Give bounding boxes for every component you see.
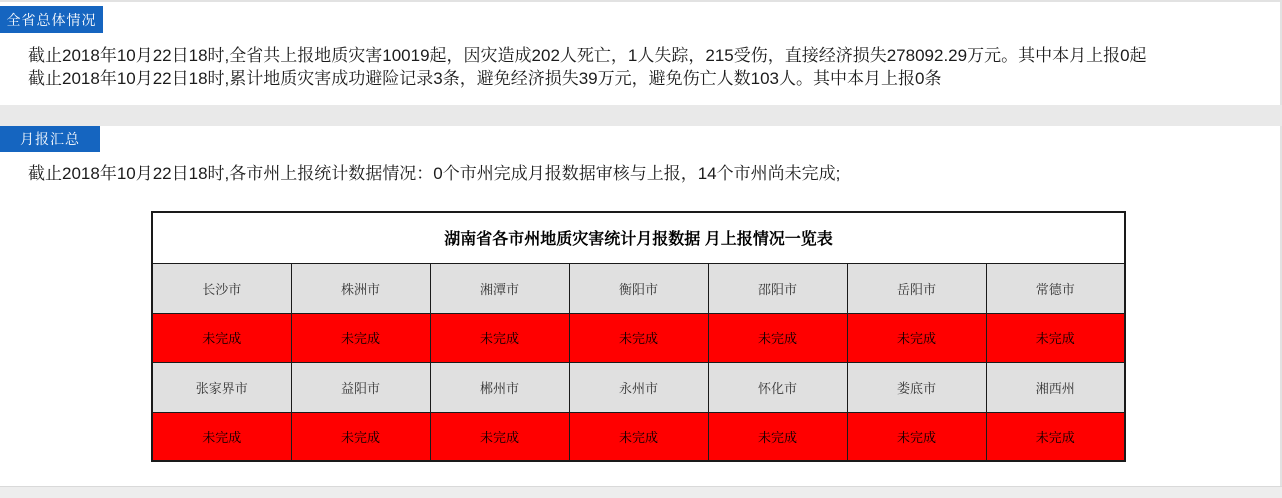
page-bottom-border <box>0 486 1282 498</box>
province-summary-text <box>28 44 1266 90</box>
table-title: 湖南省各市州地质灾害统计月报数据 月上报情况一览表 <box>152 212 1125 263</box>
monthly-summary-line-1: 截止2018年10月22日18时,各市州上报统计数据情况：0个市州完成月报数据审核与上报，14个市州尚未完成; <box>28 164 841 183</box>
table-title-row <box>152 212 1125 263</box>
status-cell: 未完成 <box>152 412 291 461</box>
province-summary-line-2: 截止2018年10月22日18时,累计地质灾害成功避险记录3条，避免经济损失39万元，避免伤亡人数103人。其中本月上报0条 <box>28 69 942 88</box>
city-cell: 湘潭市 <box>430 263 569 313</box>
section-badge-province-overview[interactable]: 全省总体情况 <box>0 6 103 33</box>
city-cell: 郴州市 <box>430 362 569 412</box>
status-cell: 未完成 <box>708 313 847 362</box>
monthly-summary-text <box>28 162 1266 185</box>
city-cell: 怀化市 <box>708 362 847 412</box>
status-cell: 未完成 <box>569 412 708 461</box>
page-top-border <box>0 0 1282 2</box>
status-cell: 未完成 <box>986 412 1125 461</box>
table-row-status-2 <box>152 412 1125 461</box>
table-row-status-1 <box>152 313 1125 362</box>
province-summary-line-1: 截止2018年10月22日18时,全省共上报地质灾害10019起，因灾造成202人死亡，1人失踪，215受伤，直接经济损失278092.29万元。其中本月上报0起 <box>28 46 1147 65</box>
status-cell: 未完成 <box>291 412 430 461</box>
section-badge-monthly-report[interactable]: 月报汇总 <box>0 126 100 152</box>
status-cell: 未完成 <box>430 313 569 362</box>
monthly-report-table <box>151 211 1126 462</box>
status-cell: 未完成 <box>291 313 430 362</box>
status-cell: 未完成 <box>847 412 986 461</box>
city-cell: 张家界市 <box>152 362 291 412</box>
city-cell: 常德市 <box>986 263 1125 313</box>
city-cell: 湘西州 <box>986 362 1125 412</box>
status-cell: 未完成 <box>986 313 1125 362</box>
city-cell: 长沙市 <box>152 263 291 313</box>
city-cell: 永州市 <box>569 362 708 412</box>
city-cell: 益阳市 <box>291 362 430 412</box>
status-cell: 未完成 <box>430 412 569 461</box>
monthly-report-table-wrap <box>151 211 1126 462</box>
city-cell: 岳阳市 <box>847 263 986 313</box>
status-cell: 未完成 <box>569 313 708 362</box>
status-cell: 未完成 <box>847 313 986 362</box>
status-cell: 未完成 <box>708 412 847 461</box>
city-cell: 娄底市 <box>847 362 986 412</box>
city-cell: 株洲市 <box>291 263 430 313</box>
city-cell: 邵阳市 <box>708 263 847 313</box>
table-row-cities-1 <box>152 263 1125 313</box>
table-row-cities-2 <box>152 362 1125 412</box>
city-cell: 衡阳市 <box>569 263 708 313</box>
section-divider <box>0 105 1282 126</box>
status-cell: 未完成 <box>152 313 291 362</box>
